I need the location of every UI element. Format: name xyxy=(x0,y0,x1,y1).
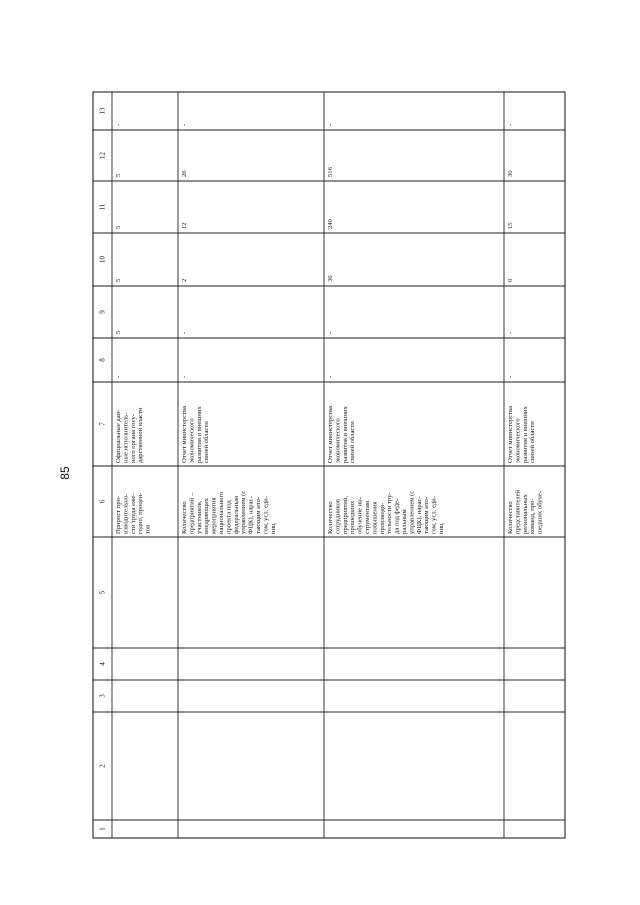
page-number: 85 xyxy=(58,466,72,480)
indicator-name-cell: ральным xyxy=(401,509,408,534)
header-cell-9: 9 xyxy=(98,310,107,314)
indicator-name-cell: обучение ин- xyxy=(356,497,364,534)
value-col12-cell: 516 xyxy=(327,167,334,177)
value-col13-cell: - xyxy=(327,123,334,126)
indicator-name-cell: тельности тру- xyxy=(386,492,394,534)
value-col13-cell: - xyxy=(115,123,122,126)
indicator-name-cell: да под феде- xyxy=(393,498,401,534)
value-col10-cell: 2 xyxy=(181,278,188,282)
header-cell-5: 5 xyxy=(98,590,107,595)
header-cell-11: 11 xyxy=(98,203,107,211)
source-cell: Официальные дан- xyxy=(115,409,122,463)
indicator-name-cell: тов xyxy=(144,524,152,534)
value-col9-cell: - xyxy=(181,331,188,334)
source-cell: экономического xyxy=(188,418,196,463)
value-col8-cell: - xyxy=(327,375,334,378)
source-cell: связей области xyxy=(203,421,211,463)
value-col11-cell: 240 xyxy=(327,219,334,229)
indicator-name-cell: гом, усл. еди- xyxy=(430,496,438,534)
value-col8-cell: - xyxy=(115,375,122,378)
indicator-name-cell: предприятий – xyxy=(188,492,196,534)
indicator-name-cell: сотрудников xyxy=(334,499,342,534)
indicator-name-cell: участников, xyxy=(195,500,203,534)
indicator-name-cell: региональных xyxy=(521,494,529,534)
indicator-name-cell: национального xyxy=(218,491,225,534)
source-cell: экономического xyxy=(514,418,522,463)
indicator-name-cell: проекта под xyxy=(225,500,233,534)
value-col11-cell: 5 xyxy=(115,225,122,229)
header-cell-3: 3 xyxy=(98,694,107,698)
value-col10-cell: 36 xyxy=(327,275,334,282)
header-cell-12: 12 xyxy=(98,152,107,159)
source-cell: дарственной власти xyxy=(137,407,145,463)
indicator-name-cell: предприятий, xyxy=(341,496,349,534)
indicator-name-cell: Количество xyxy=(327,501,334,534)
value-col12-cell: 5 xyxy=(115,173,122,177)
indicator-name-cell: федеральным xyxy=(232,495,240,534)
table-border xyxy=(93,92,565,838)
value-col12-cell: 26 xyxy=(181,170,188,177)
value-col10-cell: 0 xyxy=(507,278,514,282)
value-col9-cell: - xyxy=(507,331,514,334)
indicator-name-cell: внедряющих xyxy=(203,498,211,534)
indicator-name-cell: Прирост про- xyxy=(115,495,122,534)
indicator-name-cell: управлением (с xyxy=(408,490,416,534)
indicator-name-cell: сти труда еже- xyxy=(129,493,137,534)
indicator-name-cell: управлением (с xyxy=(240,490,248,534)
indicator-name-cell: тающим ито- xyxy=(255,496,262,534)
header-cell-13: 13 xyxy=(98,107,107,115)
header-cell-8: 8 xyxy=(98,358,107,362)
indicator-name-cell: шедших обуче- xyxy=(536,491,544,534)
source-cell: развития и внешних xyxy=(195,406,203,463)
indicator-name-cell: изводительно- xyxy=(122,493,130,534)
source-cell: Отчет министерства xyxy=(507,406,514,463)
source-cell: Отчет министерства xyxy=(327,406,334,463)
source-cell: развития и внешних xyxy=(521,406,529,463)
indicator-name-cell: Количество xyxy=(181,501,188,534)
value-col11-cell: 12 xyxy=(181,222,188,229)
indicator-name-cell: повышения xyxy=(371,501,379,534)
header-cell-7: 7 xyxy=(98,422,107,426)
source-cell: ные исполнитель- xyxy=(122,412,130,463)
indicator-name-cell: ФЦК), нарас- xyxy=(247,496,255,534)
indicator-name-cell: производи- xyxy=(378,502,386,534)
indicator-name-cell: Количество xyxy=(507,501,514,534)
value-col13-cell: - xyxy=(507,123,514,126)
source-cell: связей области xyxy=(529,421,537,463)
indicator-name-cell: годно, процен- xyxy=(137,492,145,534)
indicator-name-cell: гом, усл. еди- xyxy=(262,496,270,534)
indicator-name-cell: прошедших xyxy=(349,500,357,534)
header-cell-2: 2 xyxy=(98,764,107,768)
value-col9-cell: 5 xyxy=(115,330,122,334)
indicator-name-cell: мероприятия xyxy=(210,497,218,534)
header-cell-1: 1 xyxy=(98,827,107,831)
value-col11-cell: 15 xyxy=(507,222,514,229)
source-cell: Отчет министерства xyxy=(181,406,188,463)
indicator-name-cell: представителей xyxy=(514,489,522,534)
value-col12-cell: 30 xyxy=(507,170,514,177)
value-col8-cell: - xyxy=(181,375,188,378)
value-col8-cell: - xyxy=(507,375,514,378)
value-col9-cell: - xyxy=(327,331,334,334)
value-col13-cell: - xyxy=(181,123,188,126)
indicator-name-cell: команд, про- xyxy=(529,498,537,534)
source-cell: связей области xyxy=(349,421,357,463)
source-cell: экономического xyxy=(334,418,342,463)
header-cell-10: 10 xyxy=(98,256,107,263)
indicator-name-cell: тающим ито- xyxy=(423,496,431,534)
source-cell: развития и внешних xyxy=(341,406,349,463)
indicator-name-cell: ФЦК), нарас- xyxy=(415,496,423,534)
source-cell: ного органа госу- xyxy=(129,414,137,463)
header-cell-4: 4 xyxy=(98,662,107,666)
indicator-name-cell: ниц xyxy=(269,523,277,534)
indicator-name-cell: ниц xyxy=(438,523,445,534)
header-cell-6: 6 xyxy=(98,499,107,504)
value-col10-cell: 5 xyxy=(115,278,122,282)
indicator-name-cell: струментам xyxy=(364,501,371,534)
